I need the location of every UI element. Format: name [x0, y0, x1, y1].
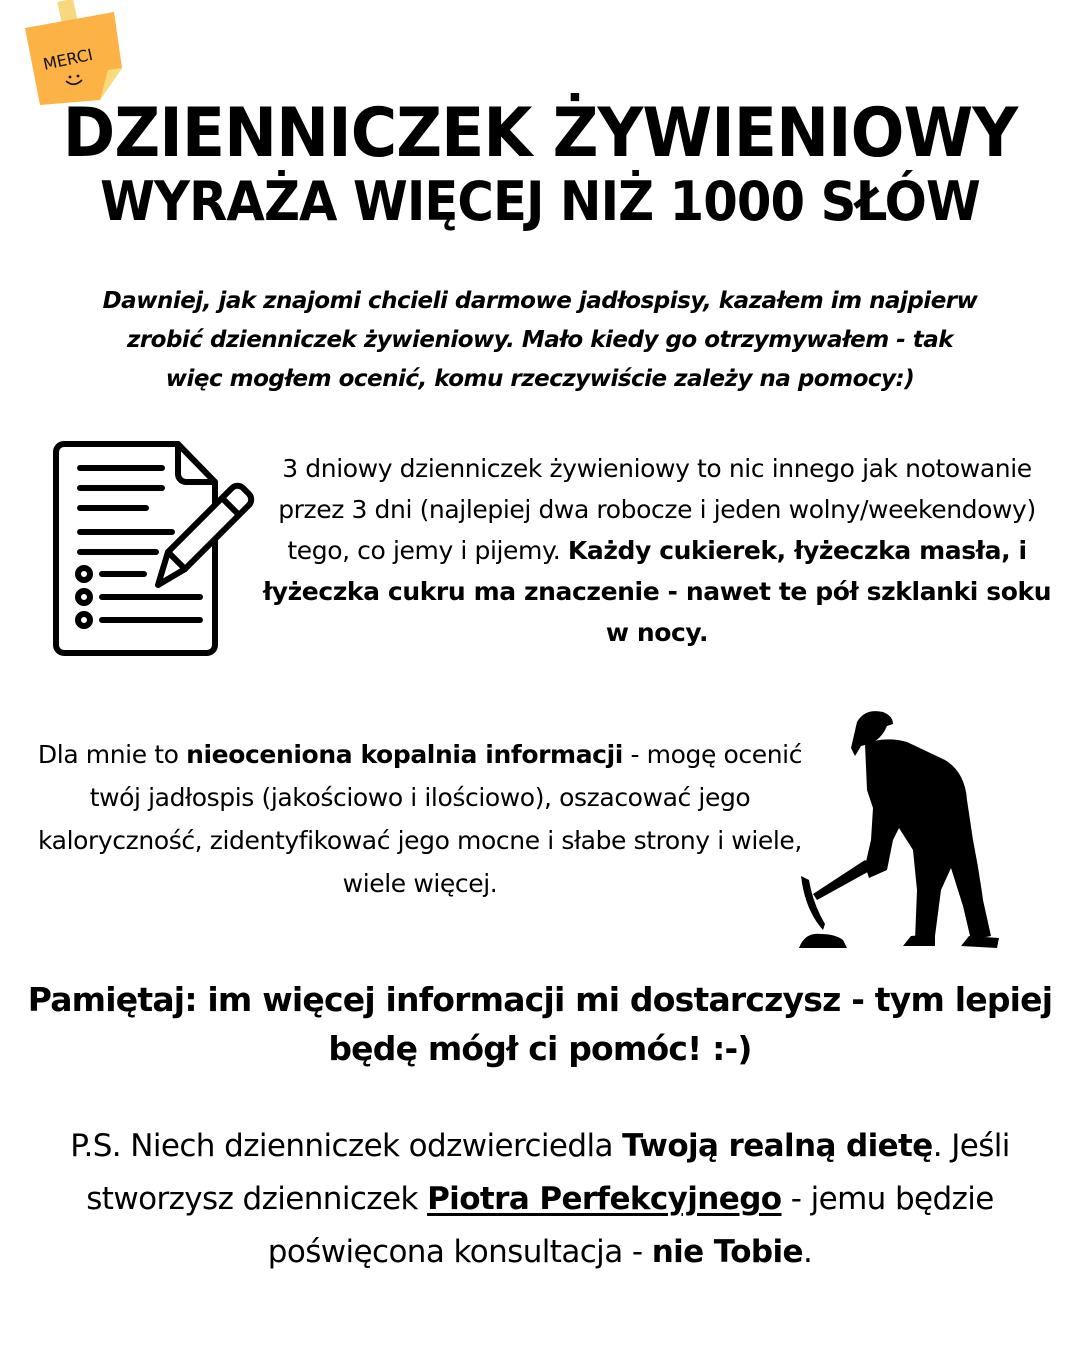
ps-text: . — [802, 1234, 813, 1270]
info-mine-text-end: - mogę ocenić twój jadłospis (jakościowo i ilościowo), oszacować jego kaloryczność, zidentyfikować jego mocne i słabe strony i wiele, wiele więcej. — [38, 740, 803, 898]
intro-line: zrobić dzienniczek żywieniowy. Mało kiedy go otrzymywałem - tak — [126, 327, 954, 353]
merci-sticky-note — [22, 0, 122, 105]
ps-bold-real-diet: Twoją realną dietę — [622, 1128, 933, 1164]
ps-text: P.S. Niech dzienniczek odzwierciedla — [70, 1128, 623, 1164]
ps-underlined-name: Piotra Perfekcyjnego — [427, 1181, 782, 1217]
ps-text: - jemu będzie poświęcona konsultacja - — [267, 1181, 994, 1270]
miner-with-pickaxe-icon — [795, 700, 1005, 955]
sticky-note-icon — [22, 0, 122, 105]
diary-description-text: 3 dniowy dzienniczek żywieniowy to nic innego jak notowanie przez 3 dni (najlepiej dwa robocze i jeden wolny/weekendowy) tego, co jemy i pijemy. — [278, 454, 1036, 565]
page-title-line2: WYRAŻA WIĘCEJ NIŻ 1000 SŁÓW — [100, 170, 980, 233]
ps-bold-not-you: nie Tobie — [651, 1234, 803, 1270]
intro-line: Dawniej, jak znajomi chcieli darmowe jadłospisy, kazałem im najpierw — [102, 288, 978, 314]
document-with-pencil-icon — [50, 440, 260, 660]
merci-text: MERCI — [41, 44, 95, 74]
diary-description — [262, 448, 1052, 653]
diary-description-bold: Każdy cukierek, łyżeczka masła, i łyżeczka cukru ma znaczenie - nawet te pół szklanki soku w nocy. — [262, 536, 1052, 647]
page-title-line1: DZIENNICZEK ŻYWIENIOWY — [62, 94, 1018, 173]
postscript-paragraph — [20, 1120, 1060, 1279]
info-mine-text: Dla mnie to — [37, 740, 187, 769]
ps-text: . Jeśli stworzysz dzienniczek — [86, 1128, 1010, 1217]
info-mine-paragraph — [20, 733, 820, 905]
remember-note: Pamiętaj: im więcej informacji mi dostarczysz - tym lepiej będę mógł ci pomóc! :-) — [27, 980, 1053, 1068]
intro-paragraph — [20, 282, 1060, 399]
intro-line: więc mogłem ocenić, komu rzeczywiście zależy na pomocy:) — [165, 366, 915, 392]
info-mine-bold: nieoceniona kopalnia informacji — [186, 740, 623, 769]
